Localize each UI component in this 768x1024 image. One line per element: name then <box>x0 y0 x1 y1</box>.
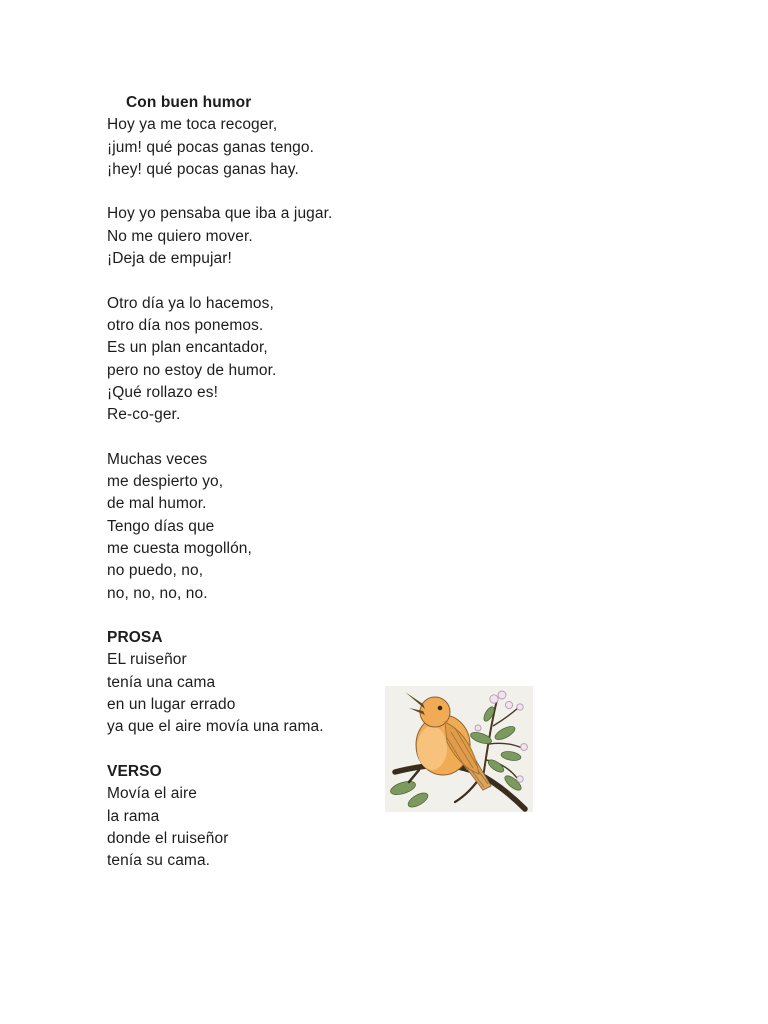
poem-line: la rama <box>107 807 160 825</box>
poem-line: ¡jum! qué pocas ganas tengo. <box>107 138 315 156</box>
poem-line: pero no estoy de humor. <box>107 361 277 379</box>
poem-line: Re-co-ger. <box>107 406 181 424</box>
section-heading: PROSA <box>107 629 163 647</box>
poem-line: Hoy yo pensaba que iba a jugar. <box>107 205 333 223</box>
bird-eye <box>438 706 443 711</box>
poem-line: no puedo, no, <box>107 562 204 580</box>
bird-illustration-svg <box>385 686 533 812</box>
poem-text <box>107 92 332 872</box>
poem-line: EL ruiseñor <box>107 651 187 669</box>
blank-line <box>107 605 332 627</box>
poem-line: no, no, no, no. <box>107 584 208 602</box>
poem-line: de mal humor. <box>107 495 207 513</box>
blank-line <box>107 426 332 448</box>
poem-line: Muchas veces <box>107 450 208 468</box>
poem-line: tenía su cama. <box>107 852 211 870</box>
poem-line: ¡Deja de empujar! <box>107 250 232 268</box>
poem-line: ¡hey! qué pocas ganas hay. <box>107 160 299 178</box>
blank-line <box>107 270 332 292</box>
poem-line: ¡Qué rollazo es! <box>107 383 219 401</box>
poem-line: en un lugar errado <box>107 696 236 714</box>
poem-title: Con buen humor <box>126 94 252 111</box>
poem-line: Tengo días que <box>107 517 215 535</box>
poem-line: Otro día ya lo hacemos, <box>107 294 274 312</box>
poem-line: Es un plan encantador, <box>107 339 268 357</box>
blank-line <box>107 739 332 761</box>
poem-line: Movía el aire <box>107 785 198 803</box>
poem-line: otro día nos ponemos. <box>107 316 264 334</box>
poem-line: Hoy ya me toca recoger, <box>107 116 278 134</box>
poem-line: me despierto yo, <box>107 473 224 491</box>
poem-line: me cuesta mogollón, <box>107 539 252 557</box>
poem-line: No me quiero mover. <box>107 227 253 245</box>
section-heading: VERSO <box>107 762 162 780</box>
poem-line: donde el ruiseñor <box>107 829 229 847</box>
bird-illustration <box>385 686 533 812</box>
poem-line: tenía una cama <box>107 673 216 691</box>
poem-line: ya que el aire movía una rama. <box>107 718 324 736</box>
blank-line <box>107 181 332 203</box>
